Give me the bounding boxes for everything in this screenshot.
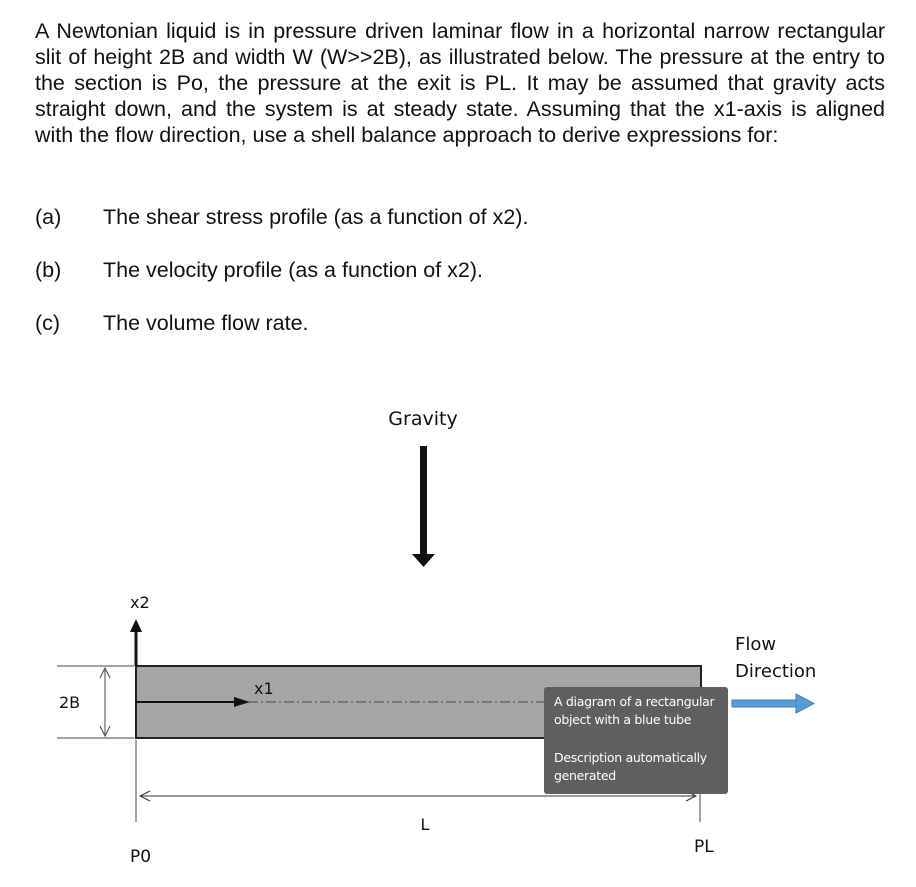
flow-direction-arrow-icon [732,694,814,713]
part-c-label: (c) [35,311,61,335]
height-label: 2B [59,693,81,712]
part-a-label: (a) [35,205,62,229]
part-b-label: (b) [35,258,62,282]
pl-label: PL [694,837,714,857]
flow-label-line2: Direction [735,661,817,682]
alt-text-tooltip [544,687,728,794]
x1-label: x1 [254,679,274,698]
gravity-label: Gravity [388,408,458,430]
part-a-text: The shear stress profile (as a function of x2). [103,205,529,229]
x2-axis-arrow [130,619,142,666]
p0-label: P0 [130,847,152,867]
alt-text-line2: object with a blue tube [554,712,692,727]
x2-label: x2 [130,593,150,612]
alt-text-line1: A diagram of a rectangular [554,694,715,709]
alt-desc-line1: Description automatically [554,750,707,765]
alt-desc-line2: generated [554,768,616,783]
part-c-text: The volume flow rate. [103,311,309,335]
part-b-text: The velocity profile (as a function of x2). [103,258,484,282]
length-label: L [420,815,430,834]
problem-statement: A Newtonian liquid is in pressure driven laminar flow in a horizontal narrow rectangular slit of height 2B and width W (W>>2B), as illustrated below. The pressure at the entry to the section is Po, the pressure at the exit is PL. It may be assumed that gravity acts straight down, and the system is at steady state. Assuming that the x1-axis is aligned with the flow direction, use a shell balance approach to derive expressions for: [35,19,885,147]
gravity-arrow-icon [412,446,435,567]
flow-label-line1: Flow [735,634,777,655]
height-dimension-arrow [100,668,110,736]
